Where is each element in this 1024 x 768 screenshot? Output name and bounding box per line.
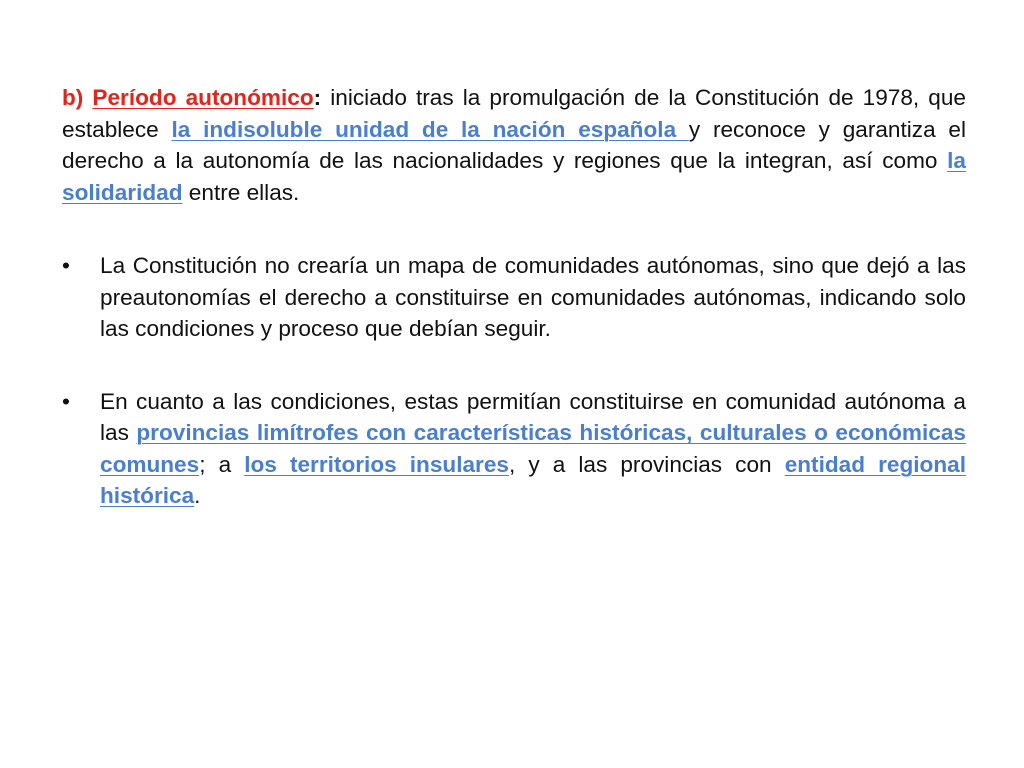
bullet-item-1 [62, 250, 966, 345]
intro-text-3: entre ellas. [182, 179, 300, 205]
bullet-text: La Constitución no crearía un mapa de comunidades autónomas, sino que dejó a las preautonomías el derecho a constituirse en comunidades autónomas, indicando solo las condiciones y proceso que debían seguir. [100, 253, 966, 341]
intro-text-1: iniciado tras la promulgación de la Constitución de 1978, que establece [62, 85, 966, 142]
bullet-marker: • [62, 388, 70, 414]
bullet-text [100, 386, 966, 512]
bullet-text-4: . [194, 483, 201, 508]
intro-text-2: y reconoce y garantiza el derecho a la autonomía de las nacionalidades y regiones que la integran, así como [62, 116, 966, 173]
intro-highlight-unidad: la indisoluble unidad de la nación española [171, 116, 689, 142]
intro-highlight-solidaridad: la solidaridad [62, 148, 966, 205]
bullet-text-3: , y a las provincias con [508, 451, 785, 477]
intro-paragraph [62, 82, 966, 208]
bullet-item-2 [62, 386, 966, 512]
intro-term: Período autonómico [92, 85, 314, 110]
bullet-marker: • [62, 253, 70, 278]
bullet-text-2: ; a [199, 451, 245, 477]
bullet-text-1: En cuanto a las condiciones, estas permitían constituirse en comunidad autónoma a las [100, 388, 966, 445]
highlight-provincias-limitrofes: provincias limítrofes con características históricas, culturales o económicas comunes [100, 420, 966, 477]
highlight-territorios-insulares: los territorios insulares [244, 451, 509, 477]
highlight-entidad-regional: entidad regional histórica [100, 451, 966, 508]
intro-colon: : [313, 85, 322, 110]
intro-label: b) [62, 85, 84, 110]
slide-content [62, 82, 966, 553]
